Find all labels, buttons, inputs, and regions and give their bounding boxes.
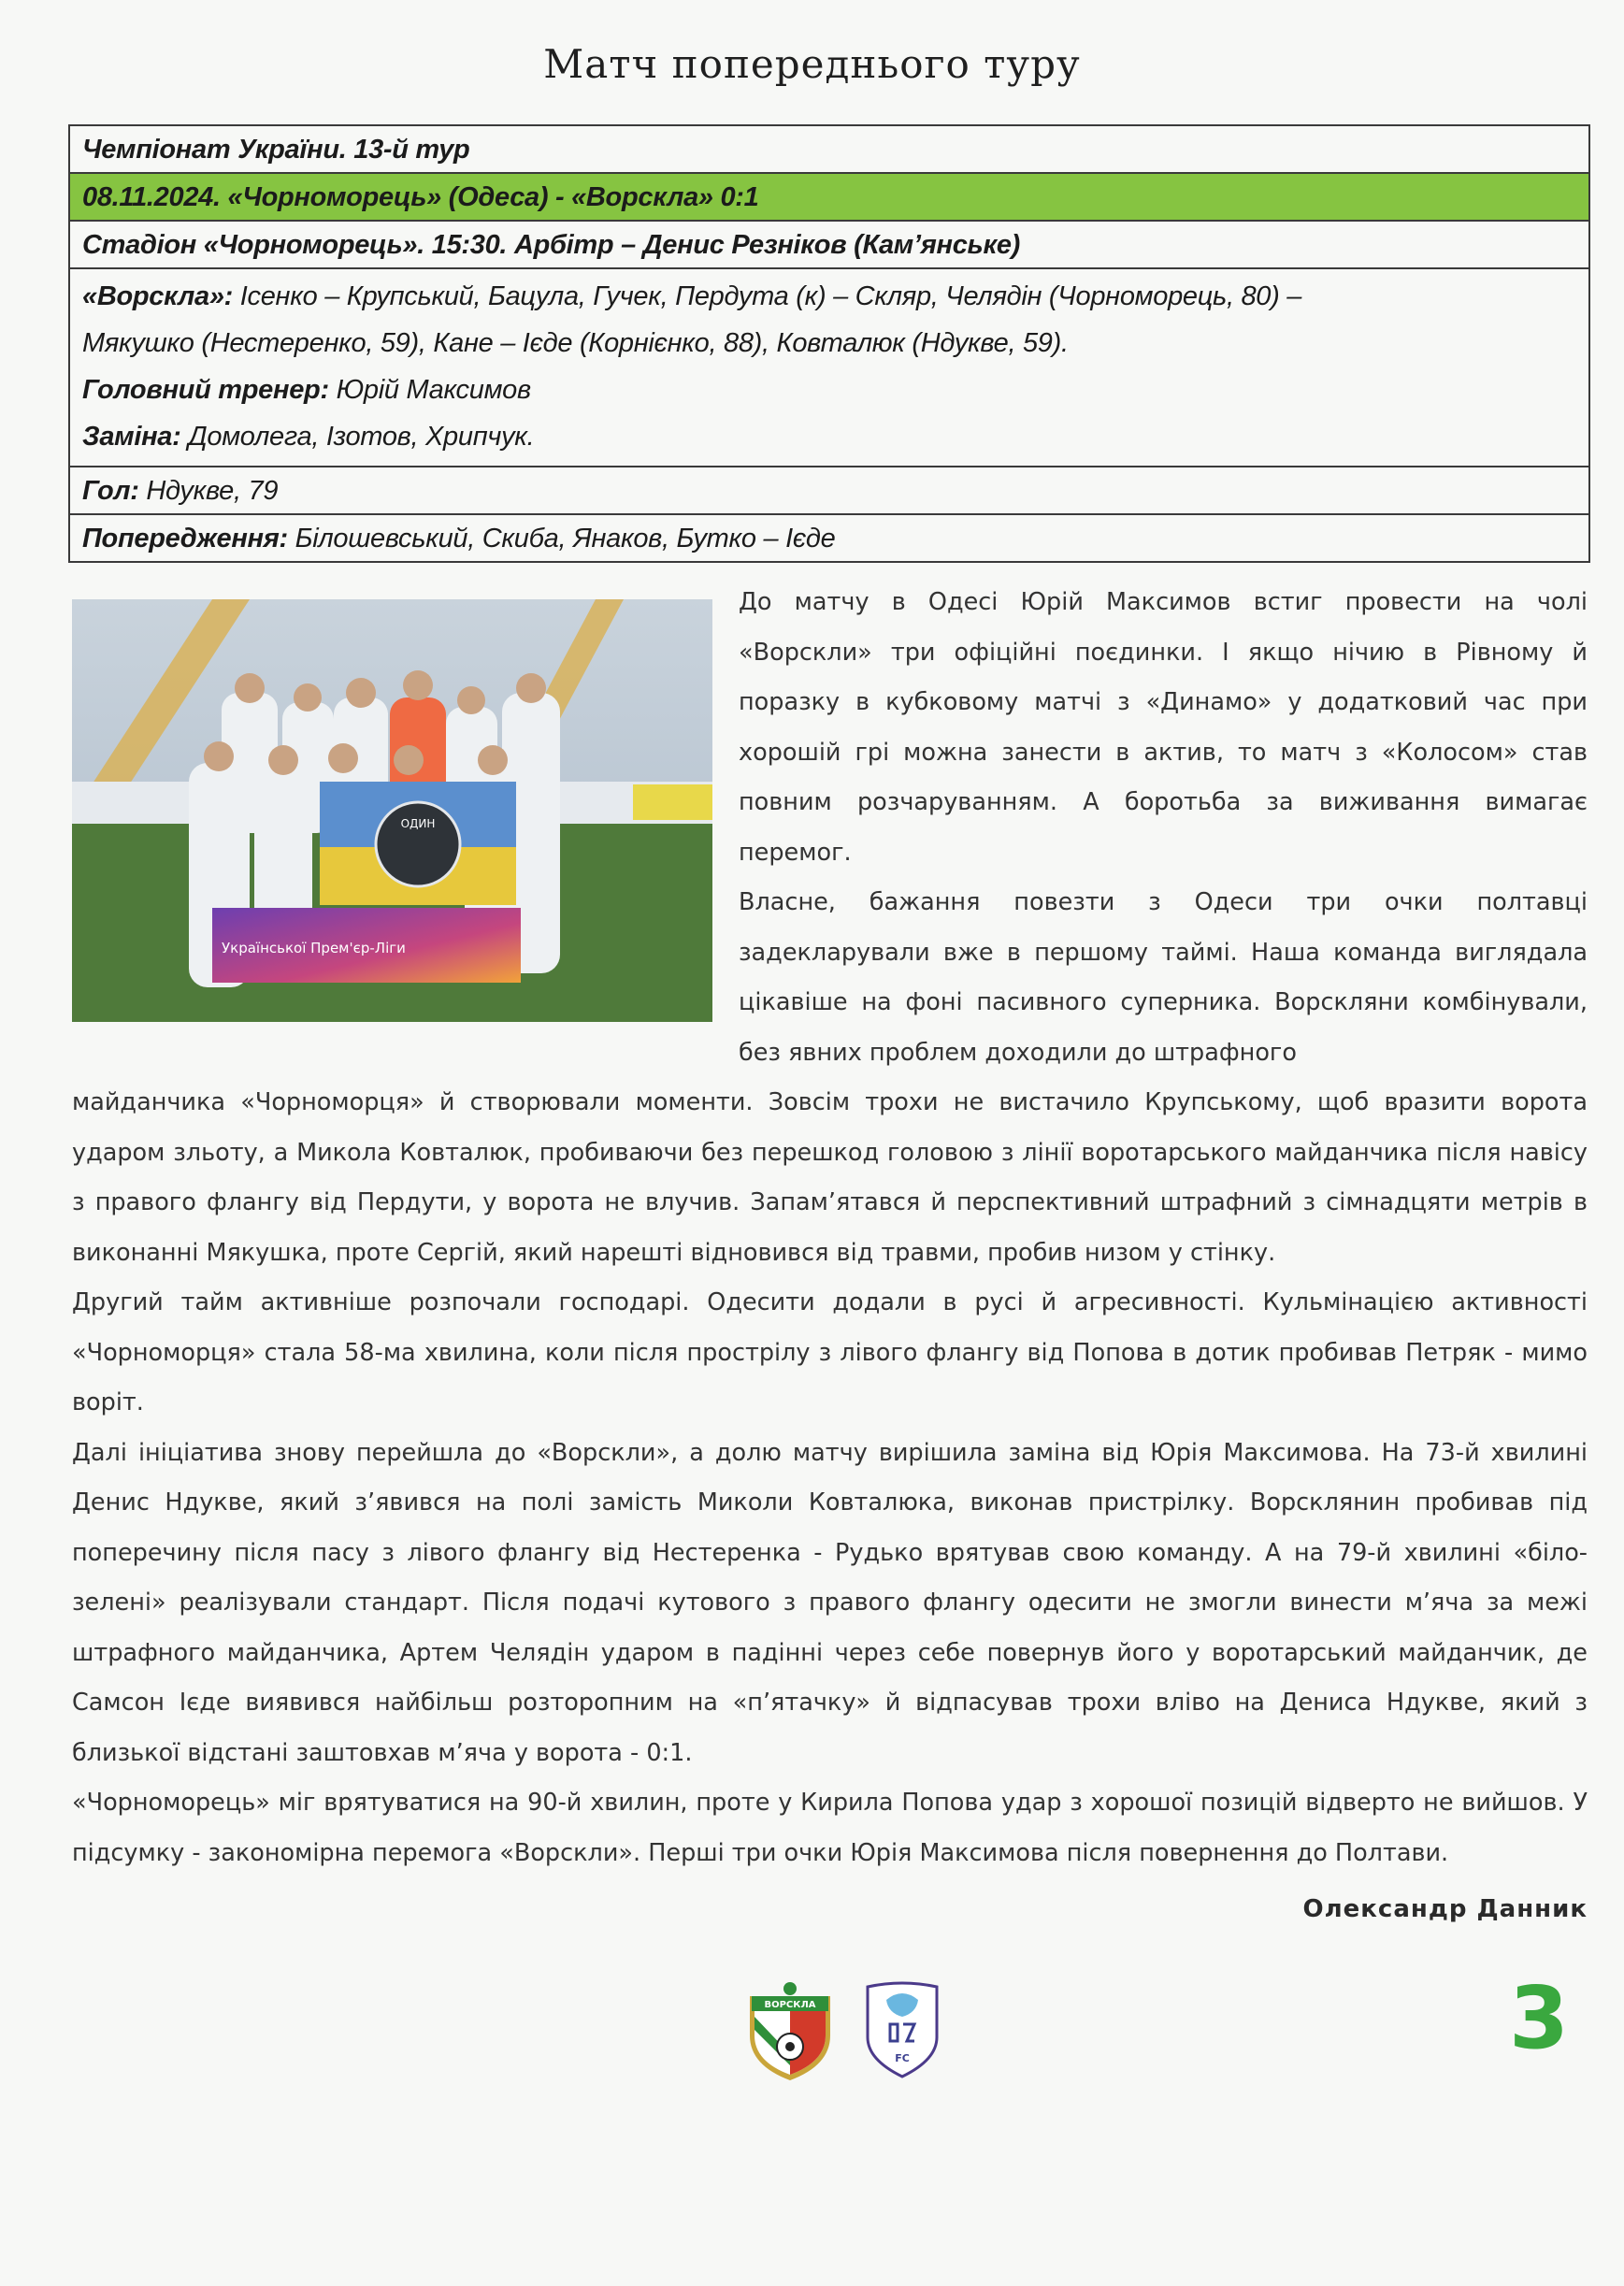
board-text: Української Прем'єр-Ліги [222,940,406,956]
competition-row [70,126,1588,174]
paragraph: «Чорноморець» міг врятуватися на 90-й хвилин, проте у Кирила Попова удар з хорошої позицій відверто не вийшов. У підсумку - закономірна перемога «Ворскли». Перші три очки Юрія Максимова після повернення до Полтави. [72,1789,1588,1867]
flag-emblem [376,802,460,886]
coach-label: Головний тренер: [82,375,329,405]
article-author: Олександр Данник [1302,1895,1588,1923]
team-photo [72,599,712,1022]
flag-text: ОДИН [400,817,436,830]
lineup-label: «Ворскла»: [82,281,234,311]
paragraph: Власне, бажання повезти з Одеси три очки полтавці задекларували вже в першому таймі. Наша команда виглядала цікавіше на фоні пасивного суперника. Ворскляни комбінували, без явних проблем доходили до штрафного [739,888,1588,1067]
footer-logos [739,1979,944,2082]
paragraph: До матчу в Одесі Юрій Максимов встиг провести на чолі «Ворскли» три офіційні поєдинки. І якщо нічию в Рівному й поразку в кубковому матчі з «Динамо» у додатковий час при хорошій грі можна занести в актив, то матч з «Колосом» став повним розчаруванням. А боротьба за виживання вимагає перемог. [739,588,1588,867]
lineup-line-2 [82,320,1576,367]
cards-value: Білошевський, Скиба, Янаков, Бутко – Ієде [287,524,836,554]
goal-label: Гол: [82,476,139,506]
venue-referee: Стадіон «Чорноморець». 15:30. Арбітр – Денис Резніков (Кам’янське) [82,230,1021,260]
article-body [72,1078,1588,1878]
venue-row [70,222,1588,269]
ad-board-yellow [633,784,712,820]
match-result: 08.11.2024. «Чорноморець» (Одеса) - «Ворскла» 0:1 [82,182,759,212]
page-title: Матч попереднього туру [543,41,1081,87]
page-footer [72,1968,1588,2092]
subs-value: Домолега, Ізотов, Хрипчук. [180,422,535,452]
result-row [70,174,1588,222]
coach-line [82,367,1576,413]
vorskla-crest-icon [739,1979,841,2082]
team-photo-illustration [72,599,712,1022]
cards-row [70,515,1588,561]
paragraph: Далі ініціатива знову перейшла до «Ворскли», а долю матчу вирішила заміна від Юрія Максимова. На 73-й хвилині Денис Ндукве, який з’явився на полі замість Миколи Ковталюка, виконав пристрілку. Ворсклянин пробивав під поперечину після пасу з лівого флангу від Нестеренка - Рудько врятував свою команду. А на 79-й хвилині «біло-зелені» реалізували стандарт. Після подачі кутового з правого флангу одесити не змогли винести м’яча за межі штрафного майданчика, Артем Челядін ударом в падінні через себе повернув його у воротарський майданчик, де Самсон Ієде виявився найбільш розторопним на «п’ятачку» й відпасував трохи вліво на Дениса Ндукве, який з близької відстані заштовхав м’яча у ворота - 0:1. [72,1438,1588,1767]
subs-label: Заміна: [82,422,181,452]
vorskla-label: ВОРСКЛА [764,2000,816,2010]
partner-label: FC [895,2052,910,2064]
lineup-players-1: Ісенко – Крупський, Бацула, Гучек, Пердута (к) – Скляр, Челядін (Чорноморець, 80) – [233,281,1302,311]
match-info-table [68,124,1590,563]
competition: Чемпіонат України. 13-й тур [82,135,470,165]
lineup-line-1 [82,273,1576,320]
partner-fc-crest-icon [860,1979,944,2082]
article-content [72,578,1588,2092]
paragraph: Другий тайм активніше розпочали господарі. Одесити додали в русі й агресивності. Кульмінацією активності «Чорноморця» стала 58-ма хвилина, коли після прострілу з лівого флангу від Попова в дотик пробивав Петряк - мимо воріт. [72,1288,1588,1416]
lineup-block [70,269,1588,467]
coach-value: Юрій Максимов [328,375,531,405]
paragraph: майданчика «Чорноморця» й створювали моменти. Зовсім трохи не вистачило Крупському, щоб вразити ворота ударом зльоту, а Микола Ковталюк, пробиваючи без перешкод головою з лінії воротарського майданчика після навісу з правого флангу від Пердути, у ворота не влучив. Запам’ятався й перспективний штрафний з сімнадцяти метрів в виконанні Мякушка, проте Сергій, який нарешті відновився від травми, пробив низом у стінку. [72,1088,1588,1267]
cards-label: Попередження: [82,524,288,554]
subs-line [82,413,1576,460]
goal-row [70,467,1588,515]
lineup-players-2: Мякушко (Нестеренко, 59), Кане – Ієде (Корнієнко, 88), Ковталюк (Ндукве, 59). [82,328,1069,358]
page-number: 3 [1508,1968,1569,2068]
goal-value: Ндукве, 79 [138,476,279,506]
